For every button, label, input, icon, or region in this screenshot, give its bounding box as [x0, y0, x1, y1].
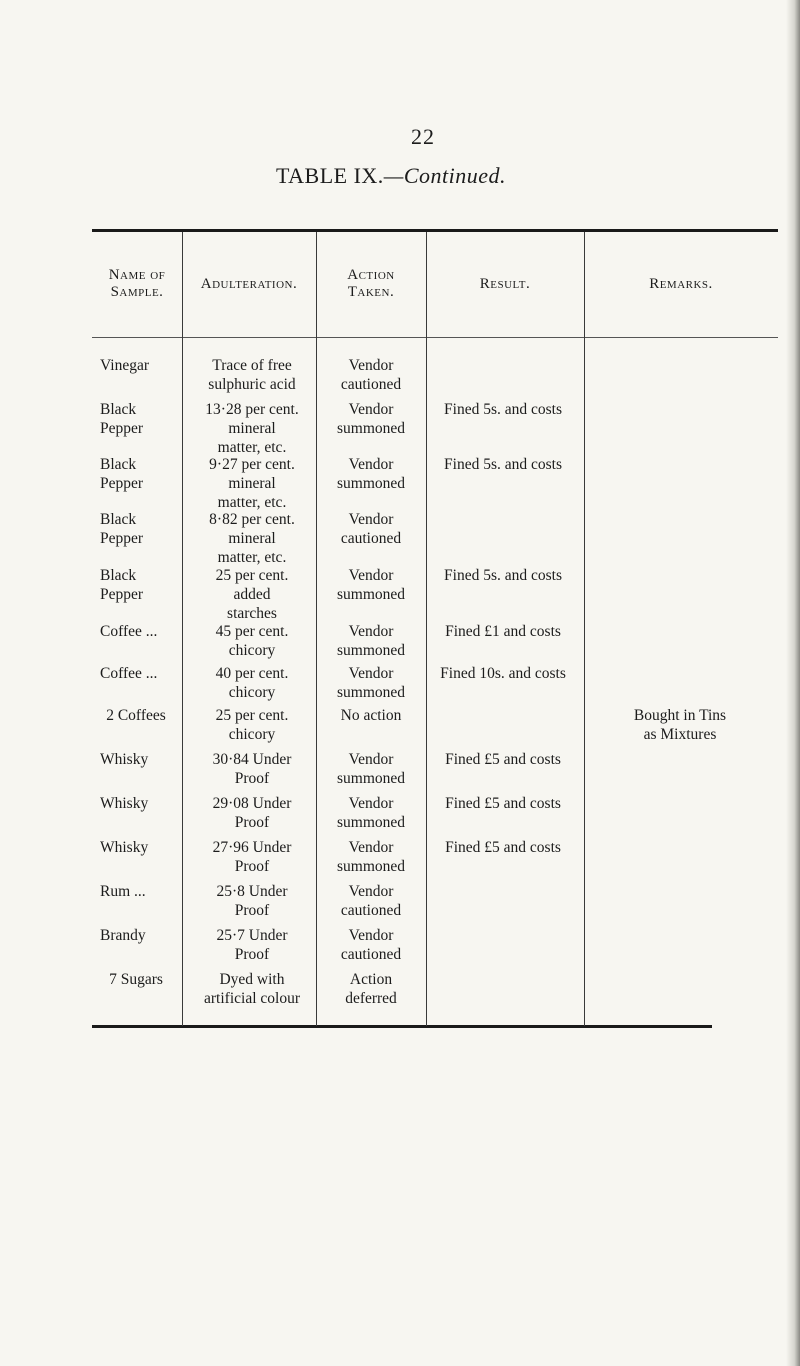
table-row-adulteration: 27·96 Under Proof	[212, 839, 292, 875]
table-row-name: Whisky	[100, 795, 149, 812]
table-row-action: Vendor summoned	[336, 665, 406, 701]
table-row-adulteration: 25·8 Under Proof	[216, 883, 288, 919]
header-adulteration: Adulteration.	[200, 275, 298, 292]
table-row-adulteration: 40 per cent. chicory	[215, 665, 289, 701]
table-row-result: Fined £5 and costs	[445, 839, 561, 856]
table-row-action: Vendor cautioned	[340, 883, 402, 919]
table-row-result: Fined 10s. and costs	[440, 665, 566, 682]
table-row-adulteration: 25 per cent. chicory	[215, 707, 289, 743]
table-row-action: Vendor cautioned	[340, 511, 402, 547]
table-row-action: Action deferred	[345, 971, 397, 1007]
page-edge-shadow	[786, 0, 800, 1366]
table-row-adulteration: Dyed with artificial colour	[204, 971, 300, 1007]
table-row-adulteration: 9·27 per cent. mineral matter, etc.	[209, 456, 295, 511]
table-row-adulteration: 30·84 Under Proof	[212, 751, 292, 787]
table-bottom-rule	[92, 1025, 712, 1028]
table-row-result: Fined 5s. and costs	[444, 567, 562, 584]
table-row-name: Black Pepper	[100, 401, 144, 437]
header-action-taken: Action Taken.	[347, 267, 395, 300]
table-row-adulteration: 13·28 per cent. mineral matter, etc.	[205, 401, 299, 456]
table-row-result: Fined £5 and costs	[445, 795, 561, 812]
table-row-adulteration: Trace of free sulphuric acid	[208, 357, 296, 393]
table-row-name: Vinegar	[100, 357, 149, 374]
table-row-adulteration: 25 per cent. added starches	[215, 567, 289, 622]
table-row-name: 7 Sugars	[109, 971, 163, 988]
table-row-action: Vendor cautioned	[340, 357, 402, 393]
table-row-action: Vendor summoned	[336, 567, 406, 603]
table-row-action: No action	[340, 707, 402, 724]
table-row-remarks: Bought in Tins as Mixtures	[633, 707, 727, 743]
table-row-adulteration: 25·7 Under Proof	[216, 927, 288, 963]
column-divider	[584, 232, 585, 1026]
table-row-result: Fined £5 and costs	[445, 751, 561, 768]
page-number: 22	[411, 124, 435, 149]
table-row-name: Black Pepper	[100, 511, 144, 547]
table-row-name: Coffee ...	[100, 665, 158, 682]
table-row-name: Black Pepper	[100, 456, 144, 492]
header-name-of-sample: Name of Sample.	[108, 267, 166, 300]
table-title-main: TABLE IX.	[275, 163, 384, 188]
table-row-action: Vendor summoned	[336, 401, 406, 437]
table-row-name: Whisky	[100, 751, 149, 768]
table-row-name: Rum ...	[100, 883, 146, 900]
table-row-action: Vendor summoned	[336, 456, 406, 492]
table-title-continued: —Continued.	[383, 163, 507, 188]
table-row-action: Vendor summoned	[336, 623, 406, 659]
table-row-adulteration: 45 per cent. chicory	[215, 623, 289, 659]
header-bottom-rule	[92, 337, 778, 338]
table-row-name: Brandy	[100, 927, 146, 944]
table-title	[0, 163, 782, 189]
table-row-name: Coffee ...	[100, 623, 158, 640]
table-row-action: Vendor summoned	[336, 795, 406, 831]
table-row-action: Vendor cautioned	[340, 927, 402, 963]
table-row-name: 2 Coffees	[106, 707, 166, 724]
table-row-result: Fined 5s. and costs	[444, 456, 562, 473]
table-row-action: Vendor summoned	[336, 751, 406, 787]
table-row-name: Black Pepper	[100, 567, 144, 603]
table-row-name: Whisky	[100, 839, 149, 856]
table-row-adulteration: 8·82 per cent. mineral matter, etc.	[209, 511, 295, 566]
header-result: Result.	[479, 275, 531, 292]
table-row-action: Vendor summoned	[336, 839, 406, 875]
header-remarks: Remarks.	[649, 275, 713, 292]
table-row-result: Fined 5s. and costs	[444, 401, 562, 418]
table-row-result: Fined £1 and costs	[445, 623, 561, 640]
table-row-adulteration: 29·08 Under Proof	[212, 795, 292, 831]
